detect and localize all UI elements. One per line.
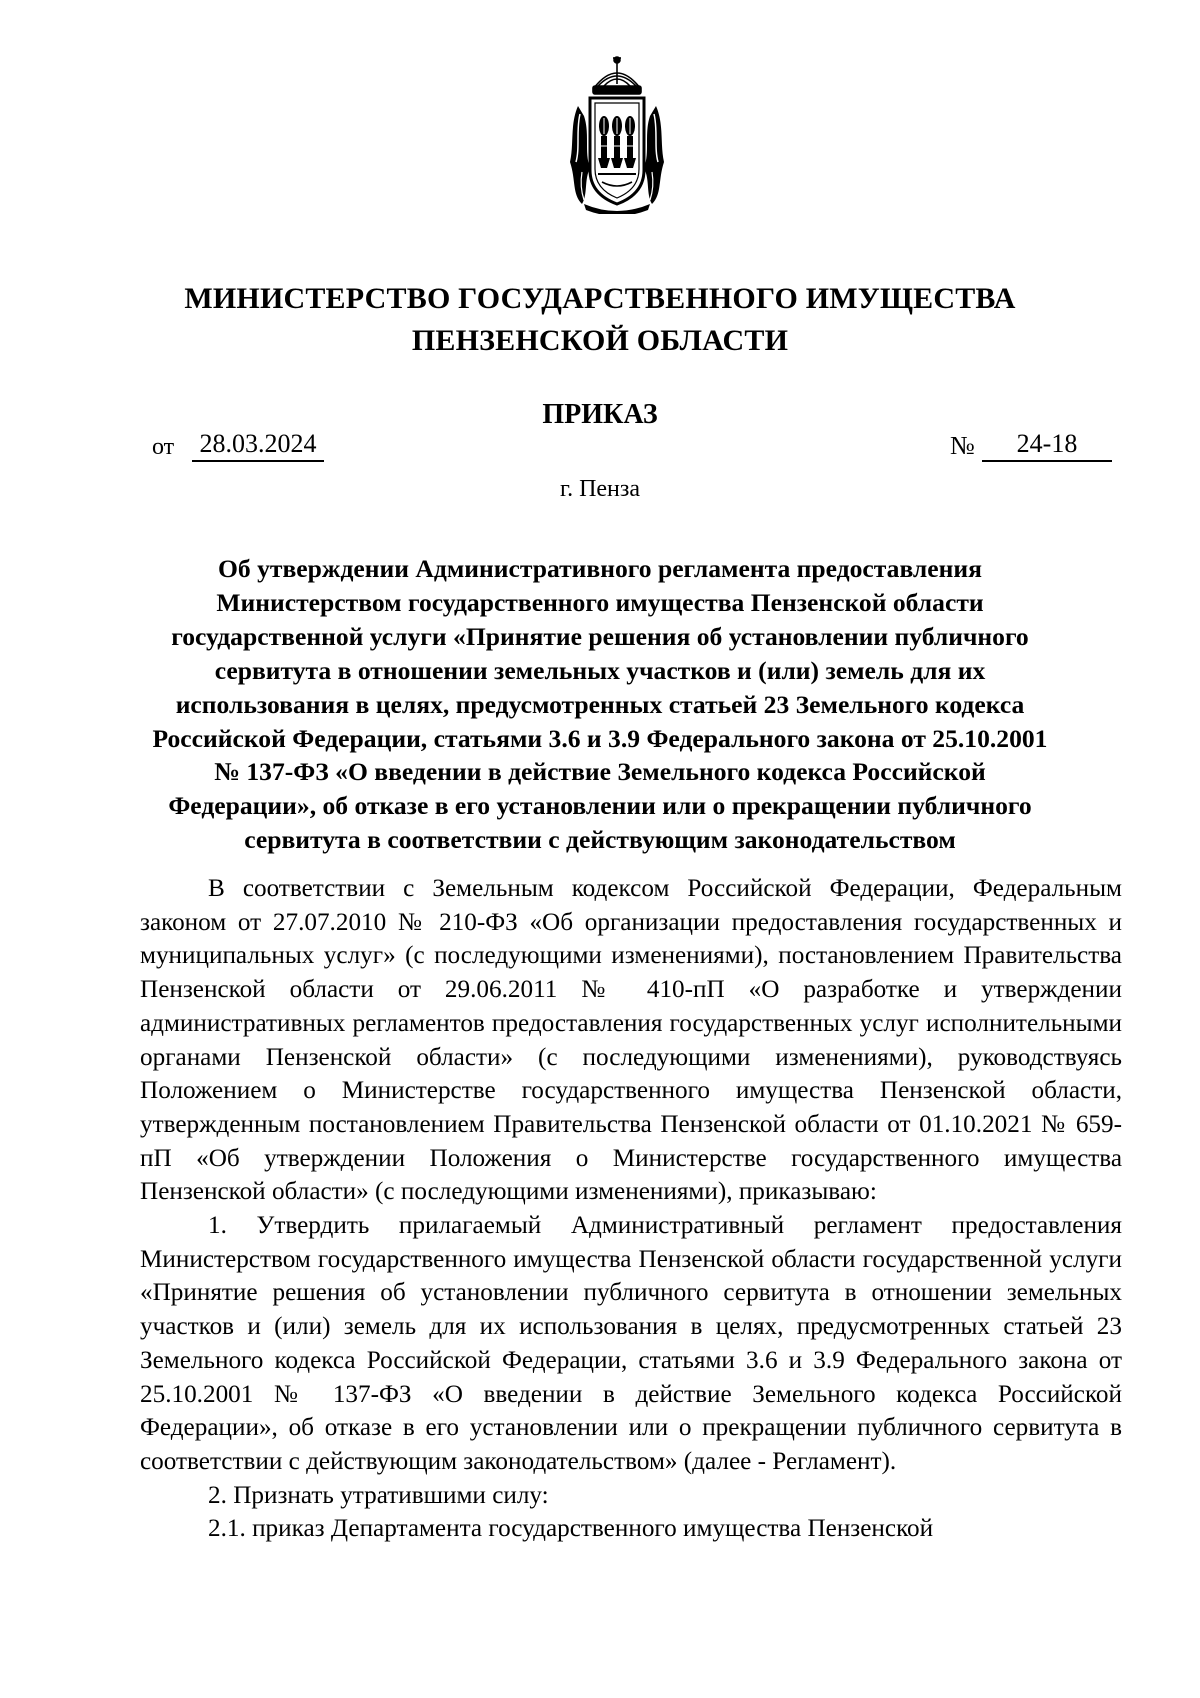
document-type: ПРИКАЗ (542, 399, 658, 430)
document-body (140, 872, 1122, 1546)
date-label: от (152, 434, 175, 460)
body-paragraph-2: 1. Утвердить прилагаемый Административный регламент предоставления Министерством государственного имущества Пензенской области государственной услуги «Принятие решения об установлении публичного сервитута в отношении земельных участков и (или) земель для их использования в целях, предусмотренных статьей 23 Земельного кодекса Российской Федерации, статьями 3.6 и 3.9 Федерального закона от 25.10.2001 № 137-ФЗ «О введении в действие Земельного кодекса Российской Федерации», об отказе в его установлении или о прекращении публичного сервитута в соответствии с действующим законодательством» (далее - Регламент). (140, 1212, 1122, 1475)
penza-region-coat-of-arms-icon (568, 54, 666, 214)
body-paragraph-4: 2.1. приказ Департамента государственного имущества Пензенской (208, 1515, 934, 1543)
number-label: № (950, 431, 975, 460)
organization-name-line-2: ПЕНЗЕНСКОЙ ОБЛАСТИ (411, 324, 789, 357)
body-paragraph-1: В соответствии с Земельным кодексом Российской Федерации, Федеральным законом от 27.07.2010 № 210-ФЗ «Об организации предоставления государственных и муниципальных услуг» (с последующими изменениями), постановлением Правительства Пензенской области от 29.06.2011 № 410-пП «О разработке и утверждении административных регламентов предоставления государственных услуг исполнительными органами Пензенской области» (с последующими изменениями), руководствуясь Положением о Министерстве государственного имущества Пензенской области, утвержденным постановлением Правительства Пензенской области от 01.10.2021 № 659-пП «Об утверждении Положения о Министерстве государственного имущества Пензенской области» (с последующими изменениями), приказываю: (140, 875, 1122, 1206)
body-paragraph-3: 2. Признать утратившими силу: (208, 1481, 549, 1509)
city: г. Пенза (559, 476, 641, 502)
organization-name-line-1: МИНИСТЕРСТВО ГОСУДАРСТВЕННОГО ИМУЩЕСТВА (184, 282, 1016, 315)
document-number: 24-18 (982, 428, 1112, 462)
document-date: 28.03.2024 (192, 428, 324, 462)
document-title: Об утверждении Административного регламента предоставления Министерством государственного имущества Пензенской области государственной услуги «Принятие решения об установлении публичного сервитута в отношении земельных участков и (или) земель для их использования в целях, предусмотренных статьей 23 Земельного кодекса Российской Федерации, статьями 3.6 и 3.9 Федерального закона от 25.10.2001 № 137-ФЗ «О введении в действие Земельного кодекса Российской Федерации», об отказе в его установлении или о прекращении публичного сервитута в соответствии с действующим законодательством (152, 554, 1048, 855)
